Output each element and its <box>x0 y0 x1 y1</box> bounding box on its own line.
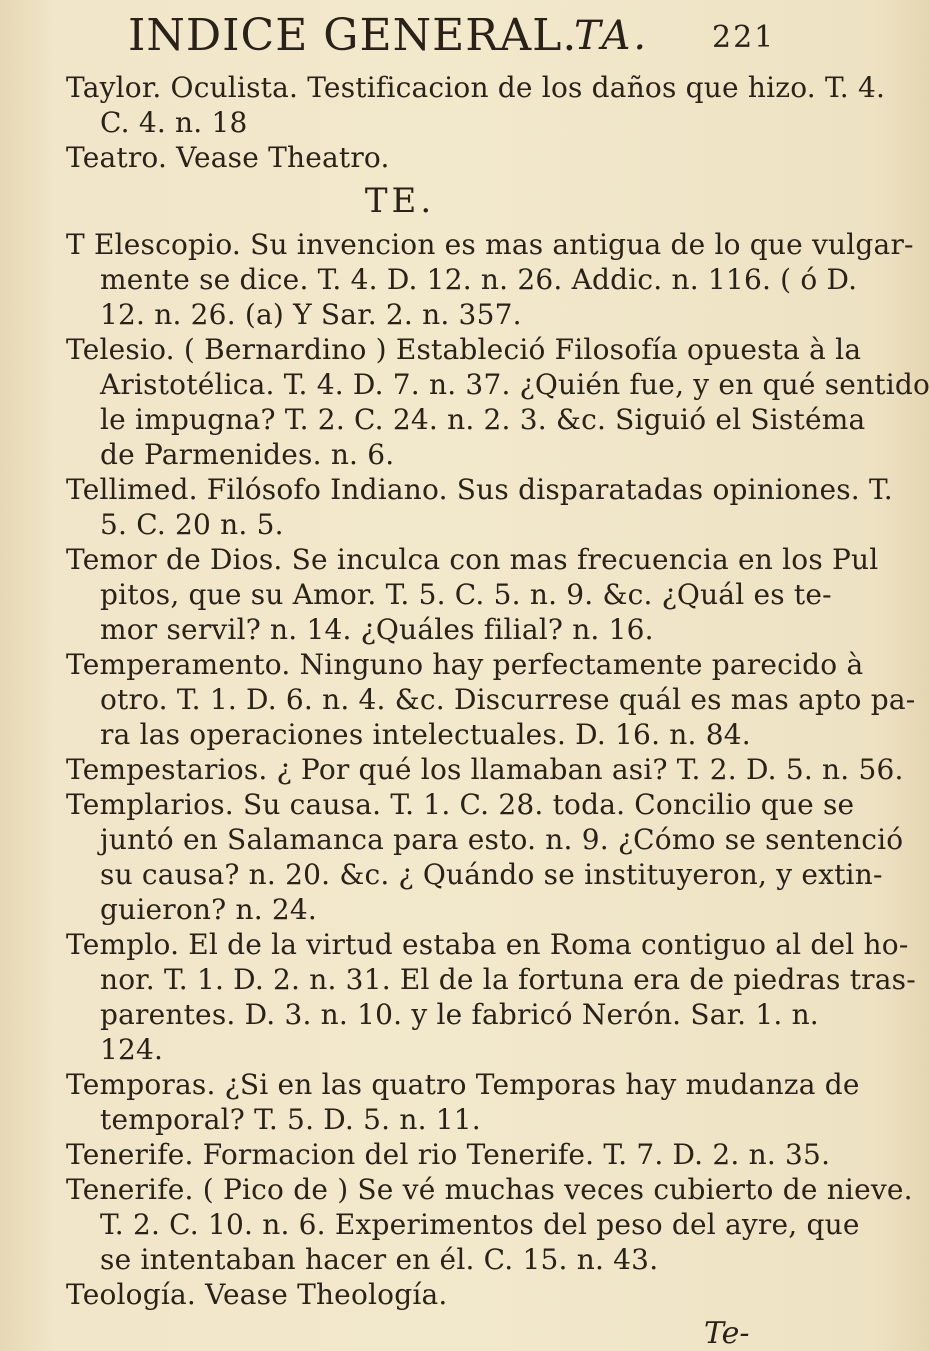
index-entry <box>32 787 904 927</box>
entry-line: mor servil? n. 14. ¿Quáles filial? n. 16. <box>100 613 654 646</box>
page-header <box>0 6 800 66</box>
entry-line: ra las operaciones intelectuales. D. 16. n. 84. <box>100 718 751 751</box>
entry-line: parentes. D. 3. n. 10. y le fabricó Nerón. Sar. 1. n. <box>100 998 819 1031</box>
entry-line: le impugna? T. 2. C. 24. n. 2. 3. &c. Siguió el Sistéma <box>100 403 866 436</box>
index-entry <box>32 332 930 472</box>
entry-line: Tenerife. Formacion del rio Tenerife. T. 7. D. 2. n. 35. <box>66 1138 831 1171</box>
index-entry <box>32 1137 831 1172</box>
entry-line: T Elescopio. Su invencion es mas antigua de lo que vulgar- <box>66 228 914 261</box>
index-entry <box>32 1277 732 1312</box>
index-title: INDICE GENERAL. <box>128 10 578 61</box>
entry-line: 5. C. 20 n. 5. <box>100 508 284 541</box>
entry-line: de Parmenides. n. 6. <box>100 438 395 471</box>
index-entry <box>32 472 893 542</box>
entry-line: nor. T. 1. D. 2. n. 31. El de la fortuna era de piedras tras- <box>100 963 916 996</box>
entry-line: temporal? T. 5. D. 5. n. 11. <box>100 1103 481 1136</box>
entry-line: Tenerife. ( Pico de ) Se vé muchas veces cubierto de nieve. <box>66 1173 913 1206</box>
entry-line: juntó en Salamanca para esto. n. 9. ¿Cómo se sentenció <box>100 823 904 856</box>
index-entry <box>32 647 916 752</box>
catchword: Te- <box>704 1316 750 1351</box>
entry-line: mente se dice. T. 4. D. 12. n. 26. Addic. n. 116. ( ó D. <box>100 263 858 296</box>
entry-line: Tempestarios. ¿ Por qué los llamaban asi? T. 2. D. 5. n. 56. <box>66 753 904 786</box>
entry-line: su causa? n. 20. &c. ¿ Quándo se instituyeron, y extin- <box>100 858 883 891</box>
entry-line: 12. n. 26. (a) Y Sar. 2. n. 357. <box>100 298 522 331</box>
page-number: 221 <box>712 20 776 55</box>
index-entry <box>32 542 879 647</box>
entry-line: Telesio. ( Bernardino ) Estableció Filosofía opuesta à la <box>66 333 862 366</box>
index-entry <box>32 70 886 140</box>
index-entry <box>32 1172 913 1277</box>
entry-line: Temporas. ¿Si en las quatro Temporas hay mudanza de <box>66 1068 860 1101</box>
entry-line: pitos, que su Amor. T. 5. C. 5. n. 9. &c. ¿Quál es te- <box>100 578 832 611</box>
entry-line: C. 4. n. 18 <box>100 106 248 139</box>
entry-line: Teatro. Vease Theatro. <box>66 141 390 174</box>
entry-line: Tellimed. Filósofo Indiano. Sus disparatadas opiniones. T. <box>66 473 893 506</box>
entry-line: Teología. Vease Theología. <box>66 1278 448 1311</box>
entry-line: otro. T. 1. D. 6. n. 4. &c. Discurrese quál es mas apto pa- <box>100 683 916 716</box>
entry-line: Temor de Dios. Se inculca con mas frecuencia en los Pul <box>66 543 879 576</box>
entry-line: guieron? n. 24. <box>100 893 318 926</box>
section-marker: TA. <box>574 13 650 59</box>
entry-line: 124. <box>100 1033 164 1066</box>
entry-line: se intentaban hacer en él. C. 15. n. 43. <box>100 1243 659 1276</box>
entry-line: Temperamento. Ninguno hay perfectamente parecido à <box>66 648 864 681</box>
entry-line: T. 2. C. 10. n. 6. Experimentos del peso del ayre, que <box>100 1208 860 1241</box>
index-entry <box>32 927 916 1067</box>
entry-line: Aristotélica. T. 4. D. 7. n. 37. ¿Quién fue, y en qué sentido <box>100 368 930 401</box>
index-entry <box>32 752 904 787</box>
index-entry <box>32 140 732 175</box>
entry-line: Templo. El de la virtud estaba en Roma contiguo al del ho- <box>66 928 909 961</box>
section-heading: TE. <box>364 181 436 221</box>
index-entry <box>32 1067 860 1137</box>
entry-line: Templarios. Su causa. T. 1. C. 28. toda. Concilio que se <box>66 788 855 821</box>
index-entry <box>32 227 914 332</box>
entry-line: Taylor. Oculista. Testificacion de los daños que hizo. T. 4. <box>66 71 886 104</box>
